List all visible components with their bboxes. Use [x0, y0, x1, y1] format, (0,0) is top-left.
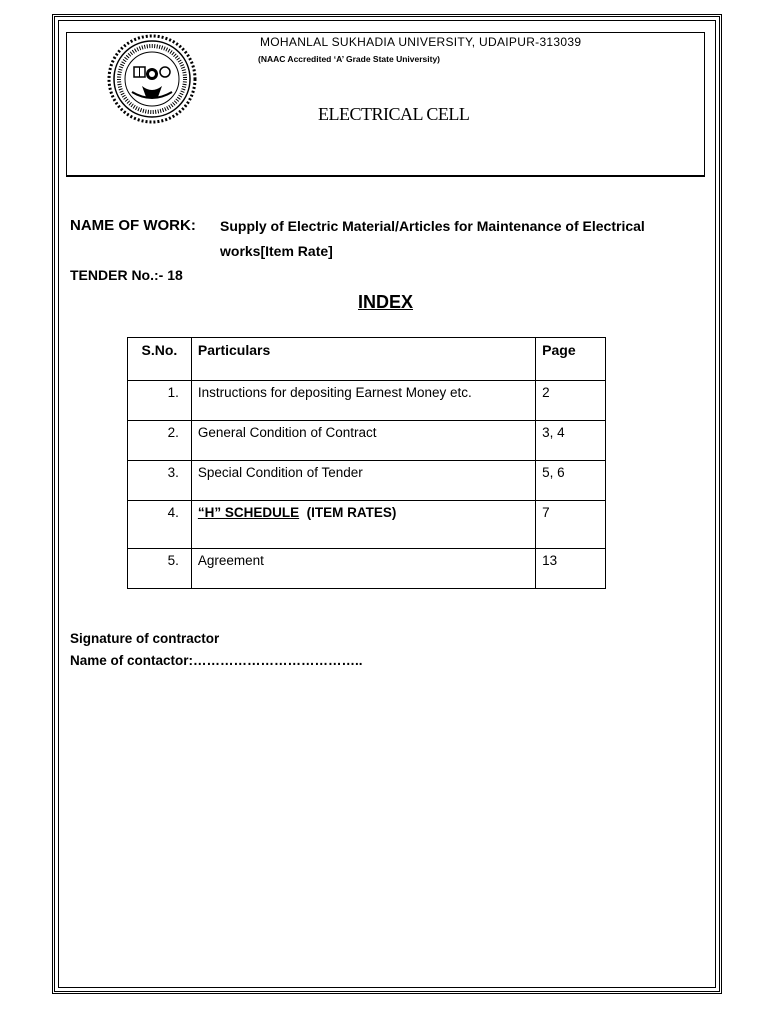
university-name: MOHANLAL SUKHADIA UNIVERSITY, UDAIPUR-313039	[260, 35, 582, 49]
cell-particulars: Instructions for depositing Earnest Money etc.	[191, 381, 535, 421]
index-table	[127, 337, 606, 589]
cell-sno: 3.	[128, 461, 192, 501]
header-sno: S.No.	[128, 338, 192, 381]
table-row	[128, 501, 606, 549]
cell-sno: 2.	[128, 421, 192, 461]
table-row	[128, 381, 606, 421]
table-row	[128, 421, 606, 461]
table-row	[128, 549, 606, 589]
cell-page: 5, 6	[536, 461, 606, 501]
tender-number: TENDER No.:- 18	[70, 267, 183, 283]
cell-page: 7	[536, 501, 606, 549]
work-description-line1: Supply of Electric Material/Articles for Maintenance of Electrical	[220, 218, 645, 234]
header-rule	[66, 175, 705, 177]
accreditation-note: (NAAC Accredited ‘A’ Grade State University)	[258, 54, 441, 64]
cell-page: 3, 4	[536, 421, 606, 461]
cell-page: 2	[536, 381, 606, 421]
cell-sno: 1.	[128, 381, 192, 421]
cell-particulars: Special Condition of Tender	[191, 461, 535, 501]
item-rates-label: (ITEM RATES)	[306, 505, 397, 520]
table-header-row	[128, 338, 606, 381]
cell-title: ELECTRICAL CELL	[318, 104, 470, 124]
cell-particulars	[191, 501, 535, 549]
header-page: Page	[536, 338, 606, 381]
cell-sno: 4.	[128, 501, 192, 549]
cell-particulars: Agreement	[191, 549, 535, 589]
cell-sno: 5.	[128, 549, 192, 589]
cell-page: 13	[536, 549, 606, 589]
work-label: NAME OF WORK:	[70, 217, 196, 234]
contractor-name-label: Name of contactor:………………………………..	[70, 653, 363, 668]
table-row	[128, 461, 606, 501]
index-title: INDEX	[358, 292, 414, 312]
h-schedule-label: “H” SCHEDULE	[197, 505, 300, 520]
cell-particulars: General Condition of Contract	[191, 421, 535, 461]
signature-label: Signature of contractor	[70, 631, 220, 646]
university-logo	[104, 34, 200, 124]
header-particulars: Particulars	[191, 338, 535, 381]
work-description-line2: works[Item Rate]	[220, 243, 333, 259]
